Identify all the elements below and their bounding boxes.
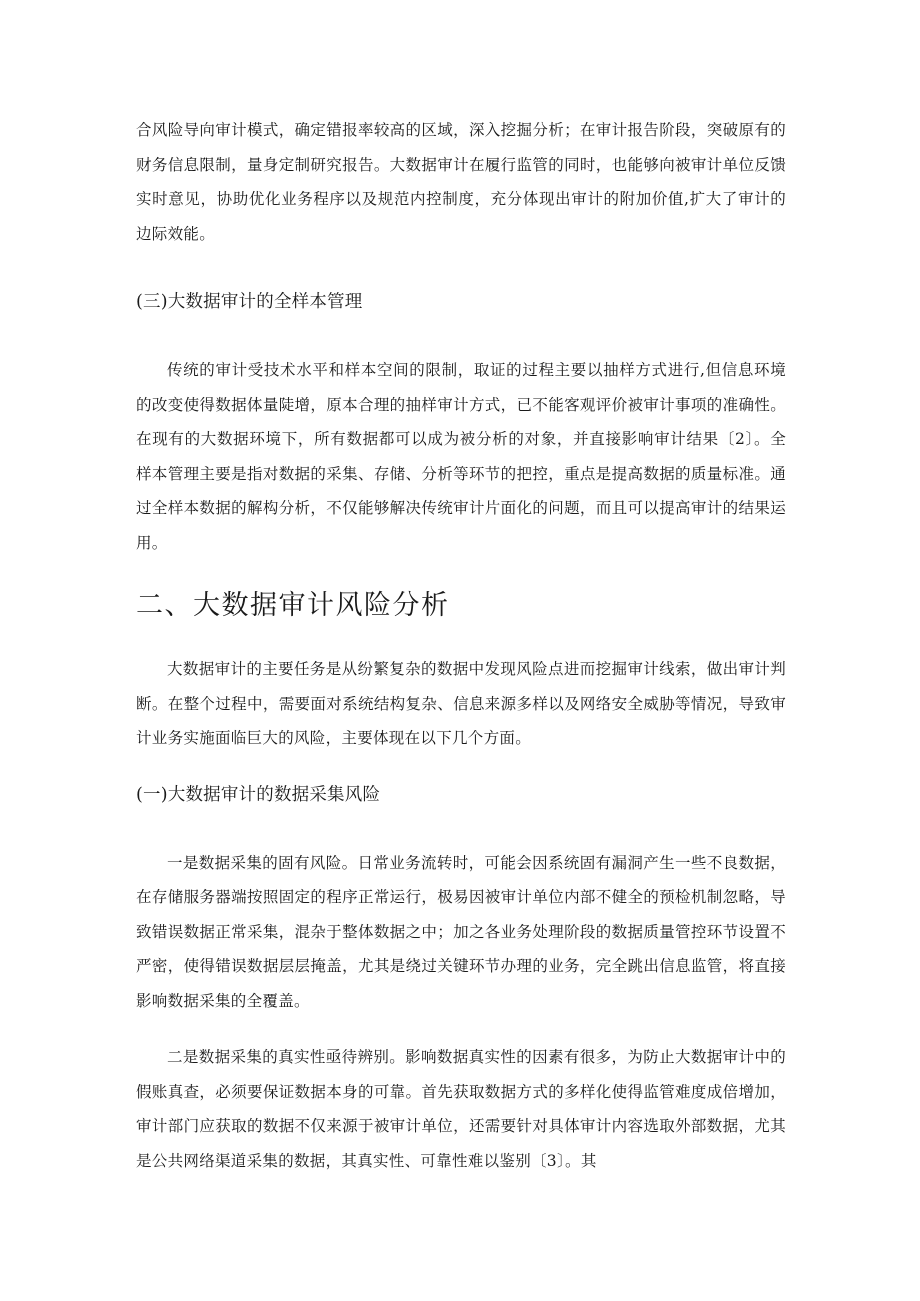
paragraph-full-sample: 传统的审计受技术水平和样本空间的限制，取证的过程主要以抽样方式进行,但信息环境的改变使得数据体量陡增，原本合理的抽样审计方式，已不能客观评价被审计事项的准确性。在现有的大数据环境下，所有数据都可以成为被分析的对象，并直接影响审计结果〔2〕。全样本管理主要是指对数据的采集、存储、分析等环节的把控，重点是提高数据的质量标准。通过全样本数据的解构分析，不仅能够解决传统审计片面化的问题，而且可以提高审计的结果运用。	[136, 361, 786, 552]
paragraph-risk-intro: 大数据审计的主要任务是从纷繁复杂的数据中发现风险点进而挖掘审计线索，做出审计判断。在整个过程中，需要面对系统结构复杂、信息来源多样以及网络安全威胁等情况，导致审计业务实施面临巨大的风险，主要体现在以下几个方面。	[136, 660, 786, 747]
paragraph-continuation: 合风险导向审计模式，确定错报率较高的区域，深入挖掘分析；在审计报告阶段，突破原有的财务信息限制，量身定制研究报告。大数据审计在履行监管的同时，也能够向被审计单位反馈实时意见，协助优化业务程序以及规范内控制度，充分体现出审计的附加价值,扩大了审计的边际效能。	[136, 121, 786, 243]
section-heading-risk-analysis: 二、大数据审计风险分析	[136, 590, 450, 621]
subheading-data-collection-risk: (一)大数据审计的数据采集风险	[136, 784, 381, 805]
paragraph-inherent-risk: 一是数据采集的固有风险。日常业务流转时，可能会因系统固有漏洞产生一些不良数据，在存储服务器端按照固定的程序正常运行，极易因被审计单位内部不健全的预检机制忽略，导致错误数据正常采集，混杂于整体数据之中；加之各业务处理阶段的数据质量管控环节设置不严密，使得错误数据层层掩盖，尤其是绕过关键环节办理的业务，完全跳出信息监管，将直接影响数据采集的全覆盖。	[136, 853, 786, 1010]
paragraph-authenticity: 二是数据采集的真实性亟待辨别。影响数据真实性的因素有很多，为防止大数据审计中的假账真查，必须要保证数据本身的可靠。首先获取数据方式的多样化使得监管难度成倍增加，审计部门应获取的数据不仅来源于被审计单位，还需要针对具体审计内容选取外部数据，尤其是公共网络渠道采集的数据，其真实性、可靠性难以鉴别〔3〕。其	[136, 1048, 786, 1170]
document-page	[136, 113, 786, 1178]
subheading-full-sample-management: (三)大数据审计的全样本管理	[136, 292, 363, 312]
